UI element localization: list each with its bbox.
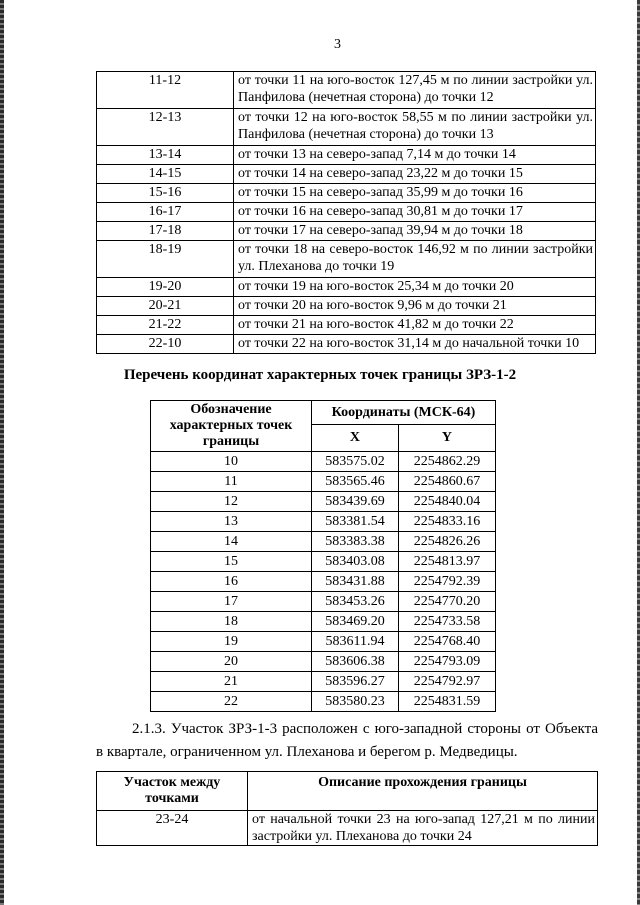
header-boundary-description: Описание прохождения границы (248, 772, 598, 811)
coordinate-x: 583580.23 (312, 692, 399, 712)
section-boundary-table (96, 771, 598, 846)
table-row (97, 335, 596, 354)
segment-description: от точки 21 на юго-восток 41,82 м до точки 22 (234, 316, 596, 335)
segment-description: от точки 18 на северо-восток 146,92 м по линии застройки ул. Плеханова до точки 19 (234, 241, 596, 278)
table-row (151, 612, 496, 632)
coordinate-x: 583381.54 (312, 512, 399, 532)
point-number: 22 (151, 692, 312, 712)
coordinate-y: 2254768.40 (398, 632, 495, 652)
table-row (151, 572, 496, 592)
point-number: 16 (151, 572, 312, 592)
segment-points: 23-24 (97, 811, 248, 846)
coordinate-y: 2254860.67 (398, 472, 495, 492)
coordinate-x: 583596.27 (312, 672, 399, 692)
header-designation: Обозначение характерных точек границы (151, 401, 312, 452)
table-row (151, 692, 496, 712)
table-row (97, 203, 596, 222)
coordinate-y: 2254792.39 (398, 572, 495, 592)
segment-description: от начальной точки 23 на юго-запад 127,21 м по линии застройки ул. Плеханова до точки 24 (248, 811, 598, 846)
coordinate-y: 2254831.59 (398, 692, 495, 712)
table-row (97, 109, 596, 146)
section-paragraph (96, 718, 598, 764)
coordinate-x: 583565.46 (312, 472, 399, 492)
coordinate-y: 2254840.04 (398, 492, 495, 512)
table-row (151, 512, 496, 532)
segment-description: от точки 15 на северо-запад 35,99 м до точки 16 (234, 184, 596, 203)
coordinate-x: 583383.38 (312, 532, 399, 552)
point-number: 10 (151, 452, 312, 472)
coordinate-x: 583575.02 (312, 452, 399, 472)
point-number: 18 (151, 612, 312, 632)
coordinates-table (150, 400, 496, 712)
segment-description: от точки 12 на юго-восток 58,55 м по линии застройки ул. Панфилова (нечетная сторона) до точки 13 (234, 109, 596, 146)
scan-edge-left (0, 0, 4, 905)
header-y: Y (398, 425, 495, 452)
segment-points: 18-19 (97, 241, 234, 278)
table-row (97, 222, 596, 241)
table-row (97, 72, 596, 109)
table-row (97, 811, 598, 846)
point-number: 20 (151, 652, 312, 672)
paragraph-line-2: в квартале, ограниченном ул. Плеханова и берегом р. Медведицы. (96, 744, 518, 760)
coordinates-heading: Перечень координат характерных точек границы ЗРЗ-1-2 (123, 367, 517, 383)
header-x: X (312, 425, 399, 452)
point-number: 17 (151, 592, 312, 612)
header-coordinates: Координаты (МСК-64) (312, 401, 496, 425)
coordinate-y: 2254770.20 (398, 592, 495, 612)
table-row (151, 452, 496, 472)
segment-points: 11-12 (97, 72, 234, 109)
point-number: 11 (151, 472, 312, 492)
table-row (151, 632, 496, 652)
segment-points: 13-14 (97, 146, 234, 165)
coordinate-y: 2254793.09 (398, 652, 495, 672)
segment-description: от точки 22 на юго-восток 31,14 м до начальной точки 10 (234, 335, 596, 354)
segment-description: от точки 20 на юго-восток 9,96 м до точки 21 (234, 297, 596, 316)
segment-description: от точки 11 на юго-восток 127,45 м по линии застройки ул. Панфилова (нечетная сторона) до точки 12 (234, 72, 596, 109)
coordinate-x: 583469.20 (312, 612, 399, 632)
segment-points: 14-15 (97, 165, 234, 184)
header-section-points: Участок между точками (97, 772, 248, 811)
coordinate-y: 2254862.29 (398, 452, 495, 472)
segment-description: от точки 13 на северо-запад 7,14 м до точки 14 (234, 146, 596, 165)
segment-points: 20-21 (97, 297, 234, 316)
table-row (151, 652, 496, 672)
segment-points: 17-18 (97, 222, 234, 241)
table-row (97, 297, 596, 316)
coordinate-y: 2254833.16 (398, 512, 495, 532)
point-number: 13 (151, 512, 312, 532)
segment-points: 15-16 (97, 184, 234, 203)
coordinate-x: 583453.26 (312, 592, 399, 612)
table-row (151, 492, 496, 512)
coordinate-x: 583606.38 (312, 652, 399, 672)
segment-points: 21-22 (97, 316, 234, 335)
page-number: 3 (334, 37, 341, 52)
coordinate-y: 2254792.97 (398, 672, 495, 692)
coordinate-x: 583611.94 (312, 632, 399, 652)
table-row (97, 241, 596, 278)
table-row (151, 552, 496, 572)
coordinate-x: 583431.88 (312, 572, 399, 592)
table-row (97, 146, 596, 165)
coordinate-x: 583439.69 (312, 492, 399, 512)
segment-description: от точки 17 на северо-запад 39,94 м до точки 18 (234, 222, 596, 241)
table-row (151, 592, 496, 612)
segment-description: от точки 16 на северо-запад 30,81 м до точки 17 (234, 203, 596, 222)
segment-points: 19-20 (97, 278, 234, 297)
table-row (151, 672, 496, 692)
segment-points: 12-13 (97, 109, 234, 146)
table-row (97, 278, 596, 297)
segment-points: 16-17 (97, 203, 234, 222)
segment-description: от точки 19 на юго-восток 25,34 м до точки 20 (234, 278, 596, 297)
coordinate-y: 2254826.26 (398, 532, 495, 552)
point-number: 12 (151, 492, 312, 512)
table-row (97, 165, 596, 184)
point-number: 14 (151, 532, 312, 552)
boundary-description-table (96, 71, 596, 354)
segment-description: от точки 14 на северо-запад 23,22 м до точки 15 (234, 165, 596, 184)
table-row (97, 316, 596, 335)
paragraph-line-1: 2.1.3. Участок ЗРЗ-1-3 расположен с юго-западной стороны от Объекта (132, 721, 598, 737)
table-row (97, 184, 596, 203)
point-number: 21 (151, 672, 312, 692)
segment-points: 22-10 (97, 335, 234, 354)
table-row (151, 472, 496, 492)
coordinate-y: 2254733.58 (398, 612, 495, 632)
coordinate-x: 583403.08 (312, 552, 399, 572)
table-row (151, 532, 496, 552)
coordinate-y: 2254813.97 (398, 552, 495, 572)
point-number: 19 (151, 632, 312, 652)
point-number: 15 (151, 552, 312, 572)
